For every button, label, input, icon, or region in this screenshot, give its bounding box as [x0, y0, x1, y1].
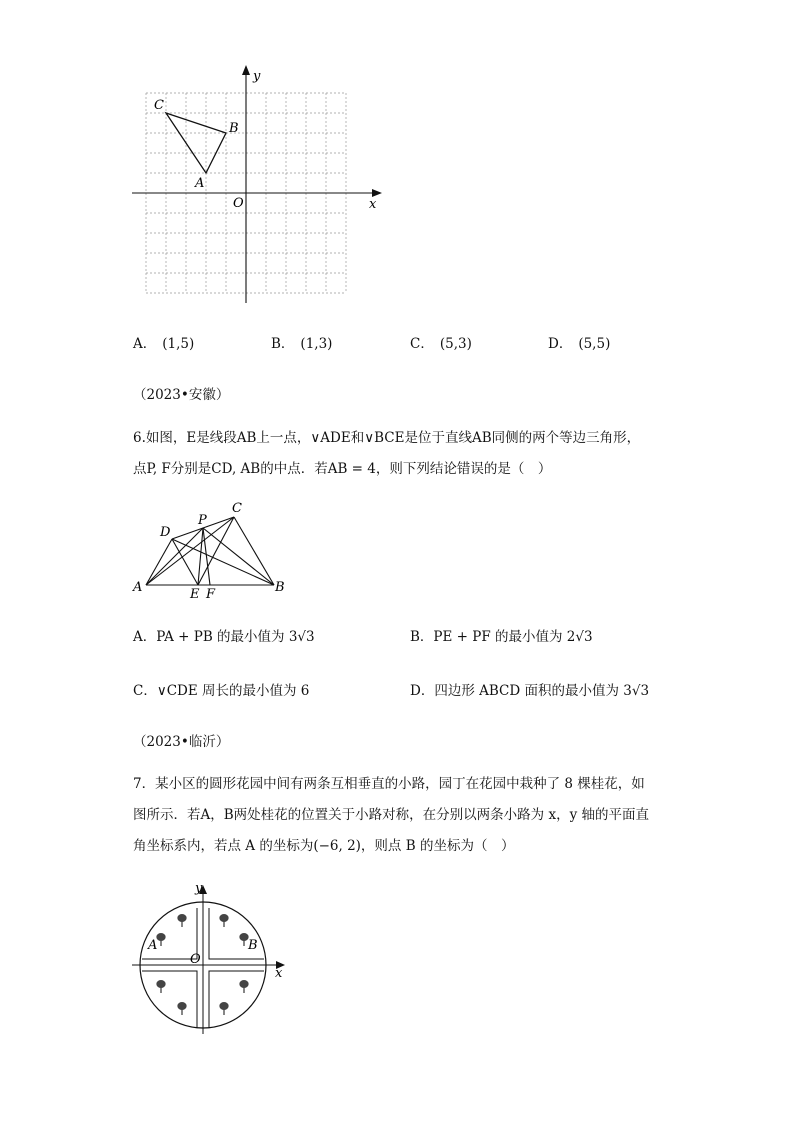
label-y: y — [195, 881, 203, 896]
q5-option-c[interactable]: C． (5,3) — [410, 336, 472, 352]
q6-option-c[interactable]: C．∨CDE 周长的最小值为 6 — [133, 683, 310, 699]
label-a: A — [148, 938, 158, 953]
label-a: A — [195, 176, 205, 191]
label-p: P — [198, 513, 207, 528]
x-axis-arrow — [372, 189, 382, 197]
label-b: B — [248, 938, 258, 953]
label-a: A — [133, 580, 143, 595]
label-c: C — [232, 501, 242, 516]
q6-source: （2023•安徽） — [133, 387, 230, 403]
q6-question-line1: 6.如图，E是线段AB上一点，∨ADE和∨BCE是位于直线AB同侧的两个等边三角形， — [133, 430, 641, 446]
triangle-abc — [166, 113, 226, 173]
equilateral-triangles-figure — [128, 492, 298, 602]
label-o: O — [190, 952, 201, 967]
label-y: y — [253, 69, 261, 84]
q7-question-line1: 7．某小区的圆形花园中间有两条互相垂直的小路，园丁在花园中栽种了 8 棵桂花，如 — [133, 776, 645, 792]
q5-option-d[interactable]: D． (5,5) — [548, 336, 611, 352]
axes — [132, 70, 376, 303]
coordinate-grid-figure — [120, 60, 390, 310]
q5-option-a[interactable]: A． (1,5) — [133, 336, 195, 352]
y-axis-arrow — [242, 65, 250, 75]
label-b: B — [229, 121, 239, 136]
q6-option-b[interactable]: B．PE + PF 的最小值为 2√3 — [410, 629, 593, 645]
label-o: O — [233, 196, 244, 211]
label-e: E — [190, 587, 200, 602]
q6-option-a[interactable]: A．PA + PB 的最小值为 3√3 — [133, 629, 315, 645]
circular-garden-figure — [128, 878, 293, 1038]
q6-option-d[interactable]: D．四边形 ABCD 面积的最小值为 3√3 — [410, 683, 650, 699]
label-f: F — [206, 587, 216, 602]
label-x: x — [275, 966, 283, 981]
q6-question-line2: 点P, F分别是CD, AB的中点．若AB = 4，则下列结论错误的是（ ） — [133, 461, 552, 477]
label-d: D — [160, 525, 171, 540]
q7-question-line2: 图所示．若A，B两处桂花的位置关于小路对称，在分别以两条小路为 x，y 轴的平面直 — [133, 807, 649, 823]
q7-source: （2023•临沂） — [133, 734, 230, 750]
q7-question-line3: 角坐标系内，若点 A 的坐标为(−6, 2)，则点 B 的坐标为（ ） — [133, 838, 515, 854]
label-b: B — [275, 580, 285, 595]
q5-option-b[interactable]: B． (1,3) — [271, 336, 333, 352]
label-c: C — [154, 98, 164, 113]
label-x: x — [369, 197, 377, 212]
